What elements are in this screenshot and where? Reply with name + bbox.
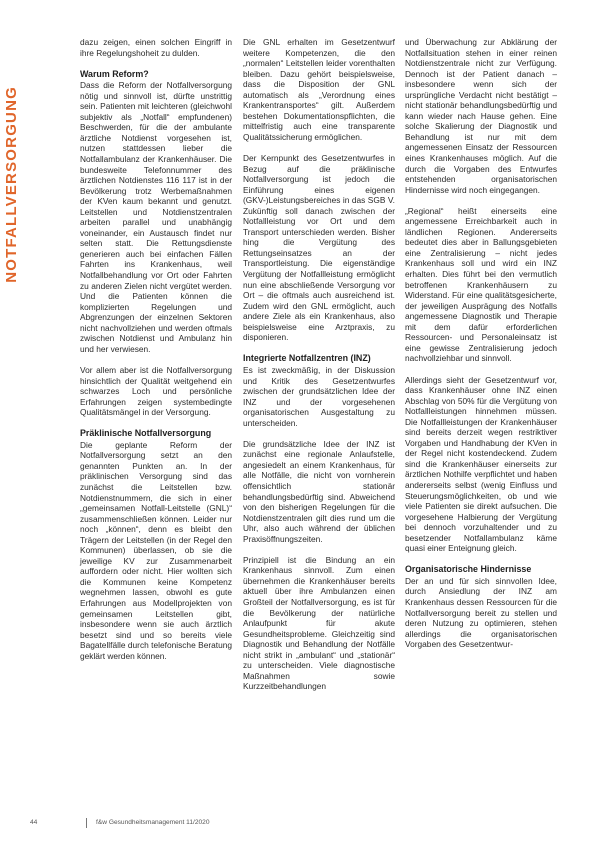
body-paragraph: „Regional“ heißt einerseits eine angemessene Erreichbarkeit auch in ländlichen Regionen. Andererseits bedeutet dies aber in Ballungsgebieten eine Zentralisierung – nicht jedes Krankenhaus soll und wird ein INZ erhalten. Dies führt bei den vermutlich betroffenen Krankenhäusern zu Widerstand. Für eine qualitätsgesicherte, der jeweiligen Ausprägung des Notfalls angemessene Diagnostik und Therapie mit dem dafür erforderlichen Ressourcen- und Personaleinsatz ist eine gewisse Zentralisierung jedoch nachvollziehbar und sinnvoll.	[405, 205, 557, 364]
body-paragraph: Die geplante Reform der Notfallversorgung setzt an den genannten Punkten an. In der präklinischen Versorgung sind das zunächst die Leitstellen bzw. Notdienstnummern, die sich in einer „gemeinsamen Notfall-Leitstelle (GNL)“ zusammenschließen können. Leider nur noch „können“, denn es bleibt den Trägern der Leitstellen (in der Regel den Kommunen) überlassen, ob sie die jeweilige KV zur Zusammenarbeit auffordern oder nicht. Hier wollten sich die Kommunen keine Kompetenz wegnehmen lassen, obwohl es gute Erfahrungen aus Modellprojekten von gemeinsamen Leitstellen gibt, insbesondere wenn sie auch ärztlich besetzt sind und so bereits viele Bagatellfälle durch telefonische Beratung geklärt werden können.	[80, 439, 232, 661]
body-paragraph: Der an und für sich sinnvollen Idee, durch Ansiedlung der INZ am Krankenhaus dessen Ressourcen für die Notfallversorgung bereit zu stellen und deren Nutzung zu optimieren, stehen allerdings die organisatorischen Vorgaben des Gesetzentwur-	[405, 575, 557, 650]
text-column-3	[405, 37, 557, 660]
sidebar	[0, 0, 32, 842]
page-footer	[30, 817, 570, 829]
text-column-2	[243, 37, 395, 702]
body-paragraph: Es ist zweckmäßig, in der Diskussion und Kritik des Gesetzentwurfes zwischen der grundsätzlichen Idee der INZ und der vorgesehenen organisatorischen Ausgestaltung zu unterscheiden.	[243, 364, 395, 428]
section-title: NOTFALLVERSORGUNG	[3, 86, 20, 283]
section-heading: Präklinische Notfallversorgung	[80, 428, 212, 439]
body-paragraph: Allerdings sieht der Gesetzentwurf vor, dass Krankenhäuser ohne INZ einen Abschlag von 50% für die Vergütung von Notfallleistungen hinnehmen müssen. Die Notfallleistungen der Krankenhäuser sind bereits derzeit wegen restriktiver Vorgaben und Handhabung der KVen in der Regel nicht kostendeckend. Zudem sind die Krankenhäuser einerseits zur ärztlichen Nothilfe verpflichtet und haben andererseits selbst (wenig Einfluss und Steuerungsmöglichkeiten, ob und wie viele Patienten sie direkt aufsuchen. Die vorgesehene Halbierung der Vergütung bei dennoch vorzuhaltender und zu besetzender Notfallambulanz käme quasi einer Enteignung gleich.	[405, 374, 557, 554]
journal-citation: f&w Gesundheitsmanagement 11/2020	[96, 819, 210, 826]
body-paragraph: Die grundsätzliche Idee der INZ ist zunächst eine regionale Anlaufstelle, angesiedelt an einem Krankenhaus, für alle Notfälle, die nicht von vornherein offensichtlich stationär behandlungsbedürftig sind. Abweichend von den bisherigen Regelungen für die Notdienstzentralen gilt dies rund um die Uhr, also auch während der üblichen Praxisöffnungszeiten.	[243, 438, 395, 544]
section-heading: Warum Reform?	[80, 68, 149, 79]
text-column-1	[80, 37, 232, 672]
section-heading: Integrierte Notfallzentren (INZ)	[243, 353, 371, 364]
body-paragraph: Vor allem aber ist die Notfallversorgung hinsichtlich der Qualität weitgehend ein schwarzes Loch und persönliche Erfahrungen zeigen systembedingte Qualitätsmängel in der Versorgung.	[80, 364, 232, 418]
body-paragraph: dazu zeigen, einen solchen Eingriff in ihre Regelungshoheit zu dulden.	[80, 37, 232, 58]
body-paragraph: Die GNL erhalten im Gesetzentwurf weitere Kompetenzen, die den „normalen“ Leitstellen leider vorenthalten bleiben. Dazu gehört beispielsweise, dass die Disposition der GNL automatisch als „Verordnung eines Krankentransportes“ gilt. Außerdem bestehen Dokumentationspflichten, die mittelfristig auch eine transparente Qualitätssicherung ermöglichen.	[243, 37, 395, 142]
section-heading: Organisatorische Hindernisse	[405, 564, 532, 575]
body-paragraph: und Überwachung zur Abklärung der Notfallsituation stehen in einer reinen Notdienstzentrale nicht zur Verfügung. Dennoch ist der Patient danach – insbesondere wenn sich der ursprüngliche Verdacht nicht bestätigt – nicht stationär behandlungsbedürftig und kann wieder nach Hause gehen. Eine solche Skalierung der Diagnostik und Behandlung ist nur mit dem angemessenen Einsatz der Ressourcen eines Krankenhauses möglich. Auf die durch die Vorgaben des Entwurfes entstehenden organisatorischen Hindernisse wird noch eingegangen.	[405, 37, 557, 195]
footer-divider	[86, 818, 87, 828]
body-paragraph: Prinzipiell ist die Bindung an ein Krankenhaus sinnvoll. Zum einen übernehmen die Krankenhäuser bereits aktuell über ihre Ambulanzen einen Großteil der Notfallversorgung, es ist für die Bevölkerung der natürliche Anlaufpunkt für akute Gesundheitsprobleme. Gleichzeitig sind Diagnostik und Behandlung der Notfälle nicht strikt in „ambulant“ und „stationär“ zu unterscheiden. Viele diagnostische Maßnahmen sowie Kurzzeitbehandlungen	[243, 554, 395, 692]
body-paragraph: Der Kernpunkt des Gesetzentwurfes in Bezug auf die präklinische Notfallversorgung ist jedoch die Einführung eines eigenen (GKV-)Leistungsbereiches in das SGB V. Zukünftig soll danach zwischen der Notfallleistung vor Ort und dem Transport unterschieden werden. Bisher hing die Vergütung des Rettungseinsatzes an der Transportleistung. Die eigenständige Vergütung der Notfallleistung ermöglicht nun eine abschließende Versorgung vor Ort – die oftmals auch ausreichend ist. Zudem wird den GNL ermöglicht, auch andere Ziele als ein Krankenhaus, also beispielsweise eine Arztpraxis, zu disponieren.	[243, 153, 395, 343]
body-paragraph: Dass die Reform der Notfallversorgung nötig und sinnvoll ist, dürfte unstrittig sein. Patienten mit leichteren (gleichwohl subjektiv als „Notfall“ empfundenen) Beschwerden, für die der ambulante ärztliche Notdienst vorgesehen ist, nutzen stattdessen lieber die Notfallambulanz der Krankenhäuser. Die bundesweite Telefonnummer des ärztlichen Notdienstes 116 117 ist in der Bevölkerung trotz Werbemaßnahmen der KVen kaum bekannt und genutzt. Leitstellen und Notdienstzentralen arbeiten parallel und unabhängig voneinander, ein Austausch findet nur selten statt. Die Rettungsdienste generieren auch bei einfachen Fällen Fahrten ins Krankenhaus, weil Notfallbehandlung vor Ort oder Fahrten zu anderen Zielen nicht vergütet werden. Und die Patienten können die komplizierten Regelungen und Abgrenzungen der einzelnen Sektoren nicht nachvollziehen und werden oftmals zwischen Notdienst und Ambulanz hin und her verwiesen.	[80, 80, 232, 354]
page-number: 44	[30, 819, 38, 826]
